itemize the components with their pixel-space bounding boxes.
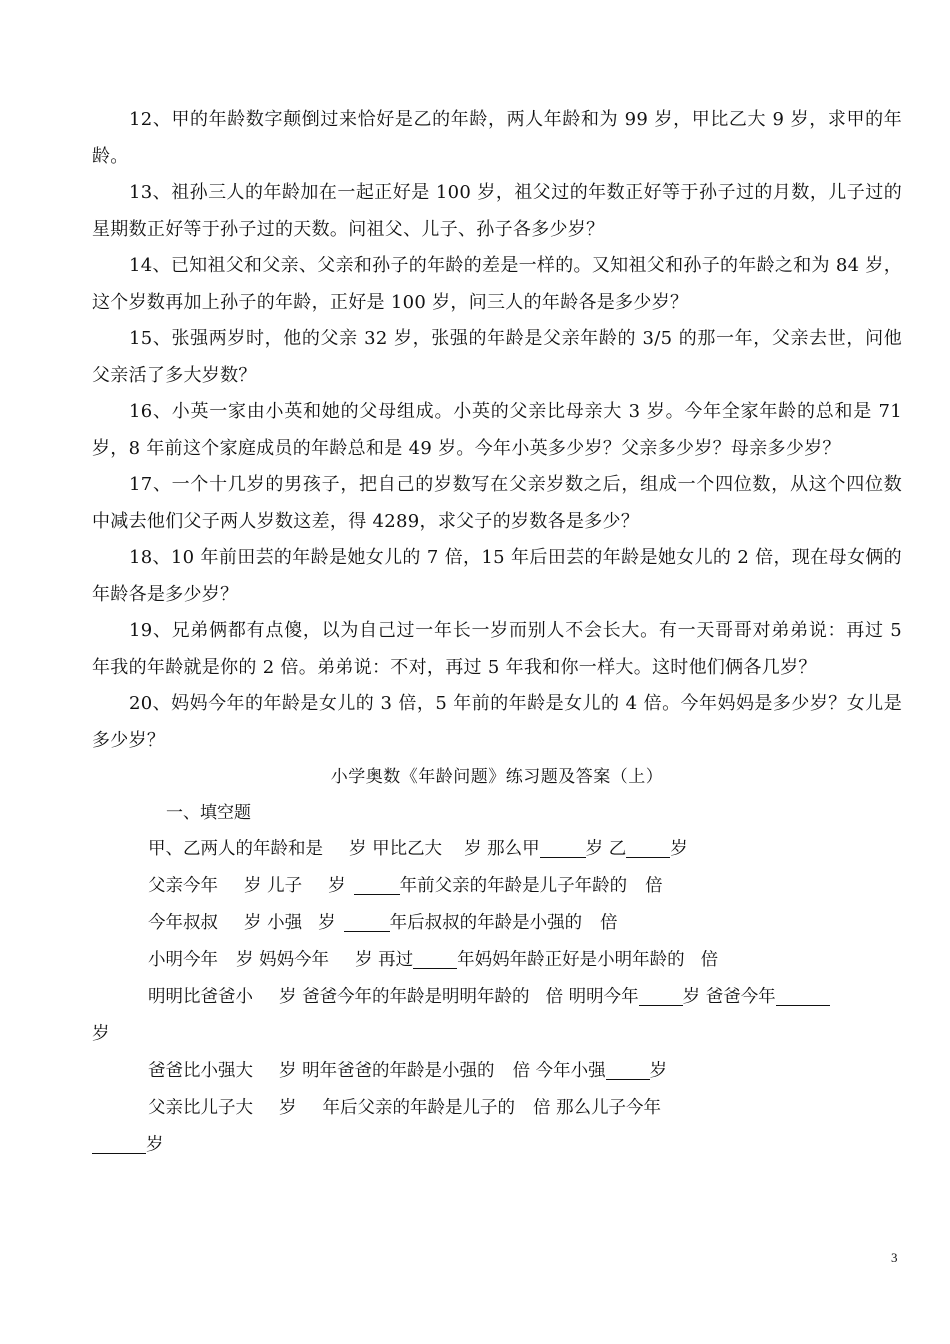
answer-blank[interactable] — [639, 985, 683, 1006]
answer-blank[interactable] — [776, 985, 830, 1006]
section-heading: 一、填空题 — [166, 803, 251, 823]
problem-17: 17、一个十几岁的男孩子，把自己的岁数写在父亲岁数之后，组成一个四位数，从这个四位数中减去他们父子两人岁数这差，得 4289，求父子的岁数各是多少？ — [92, 474, 902, 532]
answer-blank[interactable] — [344, 911, 390, 932]
answer-blank[interactable] — [354, 874, 400, 895]
fill-line-7: 父亲比儿子大 岁 年后父亲的年龄是儿子的 倍 那么儿子今年 — [148, 1098, 662, 1118]
problem-18: 18、10 年前田芸的年龄是她女儿的 7 倍，15 年后田芸的年龄是她女儿的 2 倍，现在母女俩的年龄各是多少岁？ — [92, 547, 902, 605]
problem-15: 15、张强两岁时，他的父亲 32 岁，张强的年龄是父亲年龄的 3/5 的那一年，父亲去世，问他父亲活了多大岁数？ — [92, 328, 902, 386]
problem-19: 19、兄弟俩都有点傻，以为自己过一年长一岁而别人不会长大。有一天哥哥对弟弟说：再过 5 年我的年龄就是你的 2 倍。弟弟说：不对，再过 5 年我和你一样大。这时他们俩各几岁？ — [92, 620, 902, 678]
fill-line-3: 今年叔叔 岁 小强 岁 年后叔叔的年龄是小强的 倍 — [148, 913, 618, 933]
fill-line-2: 父亲今年 岁 儿子 岁 年前父亲的年龄是儿子年龄的 倍 — [148, 876, 663, 896]
problem-16: 16、小英一家由小英和她的父母组成。小英的父亲比母亲大 3 岁。今年全家年龄的总和是 71 岁，8 年前这个家庭成员的年龄总和是 49 岁。今年小英多少岁？父亲多少岁？母亲多少岁？ — [92, 401, 902, 459]
answer-blank[interactable] — [606, 1059, 650, 1080]
fill-line-4: 小明今年 岁 妈妈今年 岁 再过 年妈妈年龄正好是小明年龄的 倍 — [148, 950, 719, 970]
section-title: 小学奥数《年龄问题》练习题及答案（上） — [330, 767, 664, 787]
problem-12: 12、甲的年龄数字颠倒过来恰好是乙的年龄，两人年龄和为 99 岁，甲比乙大 9 岁，求甲的年龄。 — [92, 109, 902, 167]
fill-line-6: 爸爸比小强大 岁 明年爸爸的年龄是小强的 倍 今年小强 岁 — [148, 1061, 668, 1081]
problem-20: 20、妈妈今年的年龄是女儿的 3 倍，5 年前的年龄是女儿的 4 倍。今年妈妈是多少岁？女儿是多少岁？ — [92, 693, 902, 751]
answer-blank[interactable] — [626, 837, 670, 858]
problem-13: 13、祖孙三人的年龄加在一起正好是 100 岁，祖父过的年数正好等于孙子过的月数，儿子过的星期数正好等于孙子过的天数。问祖父、儿子、孙子各多少岁？ — [92, 182, 902, 240]
fill-line-1: 甲、乙两人的年龄和是 岁 甲比乙大 岁 那么甲 岁 乙 岁 — [148, 839, 688, 859]
fill-line-5: 明明比爸爸小 岁 爸爸今年的年龄是明明年龄的 倍 明明今年 岁 爸爸今年 — [92, 979, 902, 1016]
answer-blank[interactable] — [540, 837, 586, 858]
fill-line-5-tail: 岁 — [92, 1024, 110, 1044]
document-page — [92, 102, 902, 1164]
fill-line-7-tail: 岁 — [92, 1127, 902, 1164]
answer-blank[interactable] — [413, 948, 457, 969]
answer-blank[interactable] — [92, 1133, 146, 1154]
page-number: 3 — [891, 1250, 898, 1265]
problem-14: 14、已知祖父和父亲、父亲和孙子的年龄的差是一样的。又知祖父和孙子的年龄之和为 84 岁，这个岁数再加上孙子的年龄，正好是 100 岁，问三人的年龄各是多少岁？ — [92, 255, 902, 313]
